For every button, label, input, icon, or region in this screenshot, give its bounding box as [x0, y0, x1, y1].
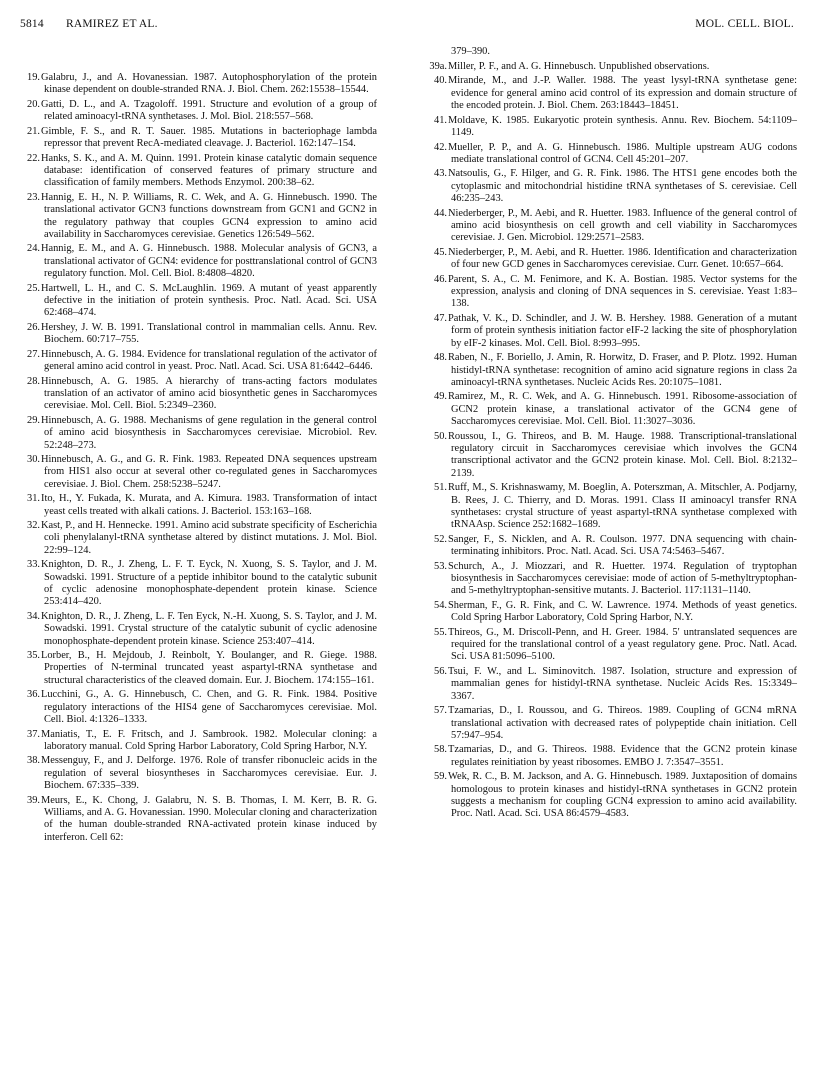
reference-entry	[429, 142, 797, 167]
reference-text: Wek, R. C., B. M. Jackson, and A. G. Hinnebusch. 1989. Juxtaposition of domains homologous to protein kinases and histidyl-tRNA synthetases in GCN2 protein suggests a mechanism for coupling GCN4 expression to amino acid availability. Proc. Natl. Acad. Sci. USA 86:4579–4583.	[448, 771, 797, 820]
reference-number: 19.	[27, 72, 40, 83]
reference-continuation: 379–390.	[451, 46, 490, 57]
reference-number: 30.	[27, 454, 40, 466]
reference-entry	[22, 755, 377, 792]
reference-number: 26.	[27, 321, 40, 333]
reference-text: Schurch, A., J. Miozzari, and R. Huetter. 1974. Regulation of tryptophan biosynthesis in Saccharomyces cerevisiae: mode of action of 5-methyltryptophan- and 5-methyltryptophan-sensitive mutants. J. Bacteriol. 117:1131–1140.	[448, 560, 797, 597]
reference-number: 35.	[27, 650, 40, 662]
reference-text: Niederberger, P., M. Aebi, and R. Huetter. 1983. Influence of the general control of amino acid biosynthesis on cell growth and cell viability in Saccharomyces cerevisiae. J. Gen. Microbiol. 129:2571–2583.	[448, 207, 797, 244]
reference-number: 27.	[27, 348, 40, 360]
reference-entry	[22, 729, 377, 754]
reference-text: Parent, S. A., C. M. Fenimore, and K. A. Bostian. 1985. Vector systems for the expression, analysis and cloning of DNA sequences in S. cerevisiae. Yeast 1:83–138.	[448, 273, 797, 310]
reference-entry	[429, 274, 797, 311]
reference-entry	[429, 208, 797, 245]
running-head-authors: RAMIREZ ET AL.	[66, 18, 158, 30]
reference-entry	[22, 376, 377, 413]
reference-number: 23.	[27, 191, 40, 203]
reference-number: 24.	[27, 243, 40, 255]
reference-text: Miller, P. F., and A. G. Hinnebusch. Unpublished observations.	[448, 60, 710, 72]
reference-text: Tzamarias, D., I. Roussou, and G. Thireos. 1989. Coupling of GCN4 mRNA translational activation with decreased rates of polypeptide chain initiation. Cell 57:947–954.	[448, 705, 797, 741]
reference-entry	[22, 243, 377, 280]
reference-number: 46.	[434, 273, 447, 285]
reference-number: 33.	[27, 559, 40, 571]
reference-entry	[429, 534, 797, 559]
reference-text: Lucchini, G., A. G. Hinnebusch, C. Chen, and G. R. Fink. 1984. Positive regulatory interactions of the HIS4 gene of Saccharomyces cerevisiae. Mol. Cell. Biol. 4:1326–1333.	[41, 689, 377, 726]
reference-entry	[22, 126, 377, 151]
reference-text: Mueller, P. P., and A. G. Hinnebusch. 1986. Multiple upstream AUG codons mediate translational control of GCN4. Cell 45:201–207.	[448, 141, 797, 165]
reference-text: Ito, H., Y. Fukada, K. Murata, and A. Kimura. 1983. Transformation of intact yeast cells treated with alkali cations. J. Bacteriol. 153:163–168.	[41, 493, 377, 517]
reference-number: 48.	[434, 352, 447, 364]
reference-text: Natsoulis, G., F. Hilger, and G. R. Fink. 1986. The HTS1 gene encodes both the cytoplasmic and mitochondrial histidine tRNA synthetases of S. cerevisiae. Cell 46:235–243.	[448, 168, 797, 205]
reference-entry	[22, 283, 377, 320]
reference-number: 28.	[27, 375, 40, 387]
reference-number: 44.	[434, 207, 447, 219]
reference-number: 43.	[434, 168, 447, 180]
reference-text: Hinnebusch, A. G. 1988. Mechanisms of gene regulation in the general control of amino acid biosynthesis in Saccharomyces cerevisiae. Microbiol. Rev. 52:248–273.	[41, 414, 377, 451]
reference-text: Hershey, J. W. B. 1991. Translational control in mammalian cells. Annu. Rev. Biochem. 60:717–755.	[41, 321, 377, 346]
reference-entry	[429, 431, 797, 480]
reference-text: Hinnebusch, A. G., and G. R. Fink. 1983. Repeated DNA sequences upstream from HIS1 also occur at several other co-regulated genes in Saccharomyces cerevisiae. J. Biol. Chem. 258:5238–5247.	[41, 454, 377, 490]
reference-text: Maniatis, T., E. F. Fritsch, and J. Sambrook. 1982. Molecular cloning: a laboratory manual. Cold Spring Harbor Laboratory, Cold Spring Harbor, N.Y.	[41, 728, 377, 752]
reference-entry	[22, 795, 377, 844]
reference-number: 41.	[434, 114, 447, 126]
reference-text: Kast, P., and H. Hennecke. 1991. Amino acid substrate specificity of Escherichia coli phenylalanyl-tRNA synthetase altered by distinct mutations. J. Mol. Biol. 22:99–124.	[41, 520, 377, 556]
reference-text: Sherman, F., G. R. Fink, and C. W. Lawrence. 1974. Methods of yeast genetics. Cold Spring Harbor Laboratory, Cold Spring Harbor, N.Y.	[448, 599, 797, 624]
reference-number: 51.	[434, 482, 447, 494]
reference-text: Meurs, E., K. Chong, J. Galabru, N. S. B. Thomas, I. M. Kerr, B. R. G. Williams, and A. G. Hovanessian. 1990. Molecular cloning and characterization of the human double-stranded RNA-activated protein kinase induced by interferon. Cell 62:	[41, 794, 377, 843]
running-head-journal: MOL. CELL. BIOL.	[695, 18, 794, 30]
reference-text: Pathak, V. K., D. Schindler, and J. W. B. Hershey. 1988. Generation of a mutant form of protein synthesis initiation factor eIF-2 lacking the site of phosphorylation by eIF-2 kinases. Mol. Cell. Biol. 8:993–995.	[448, 312, 797, 349]
reference-number: 32.	[27, 520, 40, 532]
reference-number: 47.	[434, 312, 447, 324]
page-number: 5814	[20, 18, 44, 30]
reference-entry	[429, 61, 797, 73]
reference-entry	[429, 600, 797, 625]
reference-entry	[22, 72, 377, 97]
reference-text: Galabru, J., and A. Hovanessian. 1987. Autophosphorylation of the protein kinase dependent on double-stranded RNA. J. Biol. Chem. 262:15538–15544.	[41, 72, 377, 96]
reference-text: Thireos, G., M. Driscoll-Penn, and H. Greer. 1984. 5′ untranslated sequences are required for the translational control of a yeast regulatory gene. Proc. Natl. Acad. Sci. USA 81:5096–5100.	[448, 626, 797, 663]
reference-text: Messenguy, F., and J. Delforge. 1976. Role of transfer ribonucleic acids in the regulation of several biosyntheses in Saccharomyces cerevisiae. Eur. J. Biochem. 67:335–339.	[41, 755, 377, 792]
reference-number: 53.	[434, 560, 447, 572]
reference-text: Mirande, M., and J.-P. Waller. 1988. The yeast lysyl-tRNA synthetase gene: evidence for general amino acid control of its expression and domain structure of the encoded protein. J. Biol. Chem. 263:18443–18451.	[448, 75, 797, 112]
reference-entry	[22, 99, 377, 124]
reference-entry	[429, 482, 797, 531]
reference-column-left	[22, 72, 377, 846]
reference-text: Ramirez, M., R. C. Wek, and A. G. Hinnebusch. 1991. Ribosome-association of GCN2 protein kinase, a translational activator of the GCN4 gene of Saccharomyces cerevisiae. Mol. Cell. Biol. 11:3027–3036.	[448, 391, 797, 428]
reference-number: 56.	[434, 665, 447, 677]
reference-number: 50.	[434, 430, 447, 442]
reference-entry	[22, 153, 377, 190]
reference-entry	[22, 349, 377, 374]
reference-number: 38.	[27, 755, 40, 767]
reference-number: 25.	[27, 282, 40, 294]
reference-entry	[22, 559, 377, 608]
reference-text: Tsui, F. W., and L. Siminovitch. 1987. Isolation, structure and expression of mammalian genes for histidyl-tRNA synthetase. Nucleic Acids Res. 15:3349–3367.	[448, 665, 797, 702]
reference-number: 39a.	[429, 60, 447, 72]
reference-entry	[22, 689, 377, 726]
reference-text: Hannig, E. H., N. P. Williams, R. C. Wek, and A. G. Hinnebusch. 1990. The translational activator GCN3 functions downstream from GCN1 and GCN2 in the regulatory pathway that couples GCN4 expression to amino acid availability in Saccharomyces cerevisiae. Genetics 126:549–562.	[41, 191, 377, 240]
reference-entry	[429, 771, 797, 820]
reference-text: Niederberger, P., M. Aebi, and R. Huetter. 1986. Identification and characterization of four new GCD genes in Saccharomyces cerevisiae. Curr. Genet. 10:657–664.	[448, 246, 797, 271]
reference-entry	[22, 192, 377, 241]
reference-number: 29.	[27, 414, 40, 426]
reference-entry	[429, 627, 797, 664]
reference-entry	[429, 561, 797, 598]
reference-number: 21.	[27, 125, 40, 137]
reference-number: 31.	[27, 493, 40, 505]
reference-text: Moldave, K. 1985. Eukaryotic protein synthesis. Annu. Rev. Biochem. 54:1109–1149.	[448, 114, 797, 139]
reference-entry	[22, 650, 377, 687]
reference-entry	[429, 247, 797, 272]
reference-number: 36.	[27, 689, 40, 701]
reference-entry	[429, 391, 797, 428]
reference-text: Roussou, I., G. Thireos, and B. M. Hauge. 1988. Transcriptional-translational regulatory circuit in Saccharomyces cerevisiae which involves the GCN4 transcriptional activator and the GCN2 protein kinase. Mol. Cell. Biol. 8:2132–2139.	[448, 430, 797, 479]
reference-entry	[429, 313, 797, 350]
reference-text: Gatti, D. L., and A. Tzagoloff. 1991. Structure and evolution of a group of related aminoacyl-tRNA synthetases. J. Mol. Biol. 218:557–568.	[41, 98, 377, 123]
reference-entry	[429, 666, 797, 703]
reference-text: Raben, N., F. Boriello, J. Amin, R. Horwitz, D. Fraser, and P. Plotz. 1992. Human histidyl-tRNA synthetase: recognition of amino acid signature regions in class 2a aminoacyl-tRNA synthetases. Nucleic Acids Res. 20:1075–1081.	[448, 352, 797, 388]
reference-number: 58.	[434, 744, 447, 756]
reference-number: 37.	[27, 728, 40, 740]
reference-entry	[429, 705, 797, 742]
reference-number: 59.	[434, 771, 447, 783]
reference-number: 45.	[434, 246, 447, 258]
reference-text: Sanger, F., S. Nicklen, and A. R. Coulson. 1977. DNA sequencing with chain-terminating inhibitors. Proc. Natl. Acad. Sci. USA 74:5463–5467.	[448, 533, 797, 558]
reference-number: 55.	[434, 626, 447, 638]
reference-entry	[429, 115, 797, 140]
reference-entry	[22, 520, 377, 557]
reference-entry	[22, 611, 377, 648]
reference-text: Ruff, M., S. Krishnaswamy, M. Boeglin, A. Poterszman, A. Mitschler, A. Podjarny, B. Rees, J. C. Thierry, and D. Moras. 1991. Class II aminoacyl transfer RNA synthetases: crystal structure of yeast aspartyl-tRNA synthetase complexed with tRNAAsp. Science 252:1682–1689.	[448, 482, 797, 531]
reference-column-right	[429, 46, 797, 823]
reference-text: Tzamarias, D., and G. Thireos. 1988. Evidence that the GCN2 protein kinase regulates reinitiation by yeast ribosomes. EMBO J. 7:3547–3551.	[448, 744, 797, 768]
reference-text: Knighton, D. R., J. Zheng, L. F. Ten Eyck, N.-H. Xuong, S. S. Taylor, and J. M. Sowadski. 1991. Crystal structure of the catalytic subunit of cyclic adenosine monophosphate-dependent protein kinase. Science 253:407–414.	[41, 610, 377, 647]
reference-number: 49.	[434, 391, 447, 403]
reference-text: Lorber, B., H. Mejdoub, J. Reinbolt, Y. Boulanger, and R. Giege. 1988. Properties of N-terminal truncated yeast aspartyl-tRNA synthetase and structural characteristics of the cleaved domain. Eur. J. Biochem. 174:155–161.	[41, 650, 377, 686]
reference-number: 22.	[27, 152, 40, 164]
reference-entry	[429, 168, 797, 205]
reference-text: Knighton, D. R., J. Zheng, L. F. T. Eyck, N. Xuong, S. S. Taylor, and J. M. Sowadski. 1991. Structure of a peptide inhibitor bound to the catalytic subunit of cyclic adenosine monophosphate-dependent protein kinase. Science 253:414–420.	[41, 559, 377, 608]
reference-number: 34.	[27, 610, 40, 622]
reference-number: 52.	[434, 533, 447, 545]
reference-entry	[22, 454, 377, 491]
reference-number: 20.	[27, 98, 40, 110]
reference-text: Hannig, E. M., and A. G. Hinnebusch. 1988. Molecular analysis of GCN3, a translational activator of GCN4: evidence for posttranslational control of GCN3 regulatory function. Mol. Cell. Biol. 8:4808–4820.	[41, 243, 377, 280]
reference-text: Hanks, S. K., and A. M. Quinn. 1991. Protein kinase catalytic domain sequence database: identification of conserved features of primary structure and classification of family members. Methods Enzymol. 200:38–62.	[41, 152, 377, 189]
reference-number: 54.	[434, 599, 447, 611]
reference-number: 39.	[27, 794, 40, 806]
reference-text: Hinnebusch, A. G. 1984. Evidence for translational regulation of the activator of general amino acid control in yeast. Proc. Natl. Acad. Sci. USA 81:6442–6446.	[41, 348, 377, 373]
reference-text: Gimble, F. S., and R. T. Sauer. 1985. Mutations in bacteriophage lambda repressor that prevent RecA-mediated cleavage. J. Bacteriol. 162:147–154.	[41, 125, 377, 150]
reference-text: Hinnebusch, A. G. 1985. A hierarchy of trans-acting factors modulates translation of an activator of amino acid biosynthetic genes in Saccharomyces cerevisiae. Mol. Cell. Biol. 5:2349–2360.	[41, 375, 377, 412]
reference-entry	[429, 352, 797, 389]
reference-entry	[22, 493, 377, 518]
reference-number: 40.	[434, 75, 447, 87]
reference-entry	[22, 322, 377, 347]
reference-number: 57.	[434, 705, 447, 717]
running-head	[20, 18, 794, 34]
reference-entry	[429, 744, 797, 769]
reference-text: Hartwell, L. H., and C. S. McLaughlin. 1969. A mutant of yeast apparently defective in the initiation of protein synthesis. Proc. Natl. Acad. Sci. USA 62:468–474.	[41, 282, 377, 319]
reference-number: 42.	[434, 141, 447, 153]
reference-entry	[429, 75, 797, 112]
reference-entry	[22, 415, 377, 452]
